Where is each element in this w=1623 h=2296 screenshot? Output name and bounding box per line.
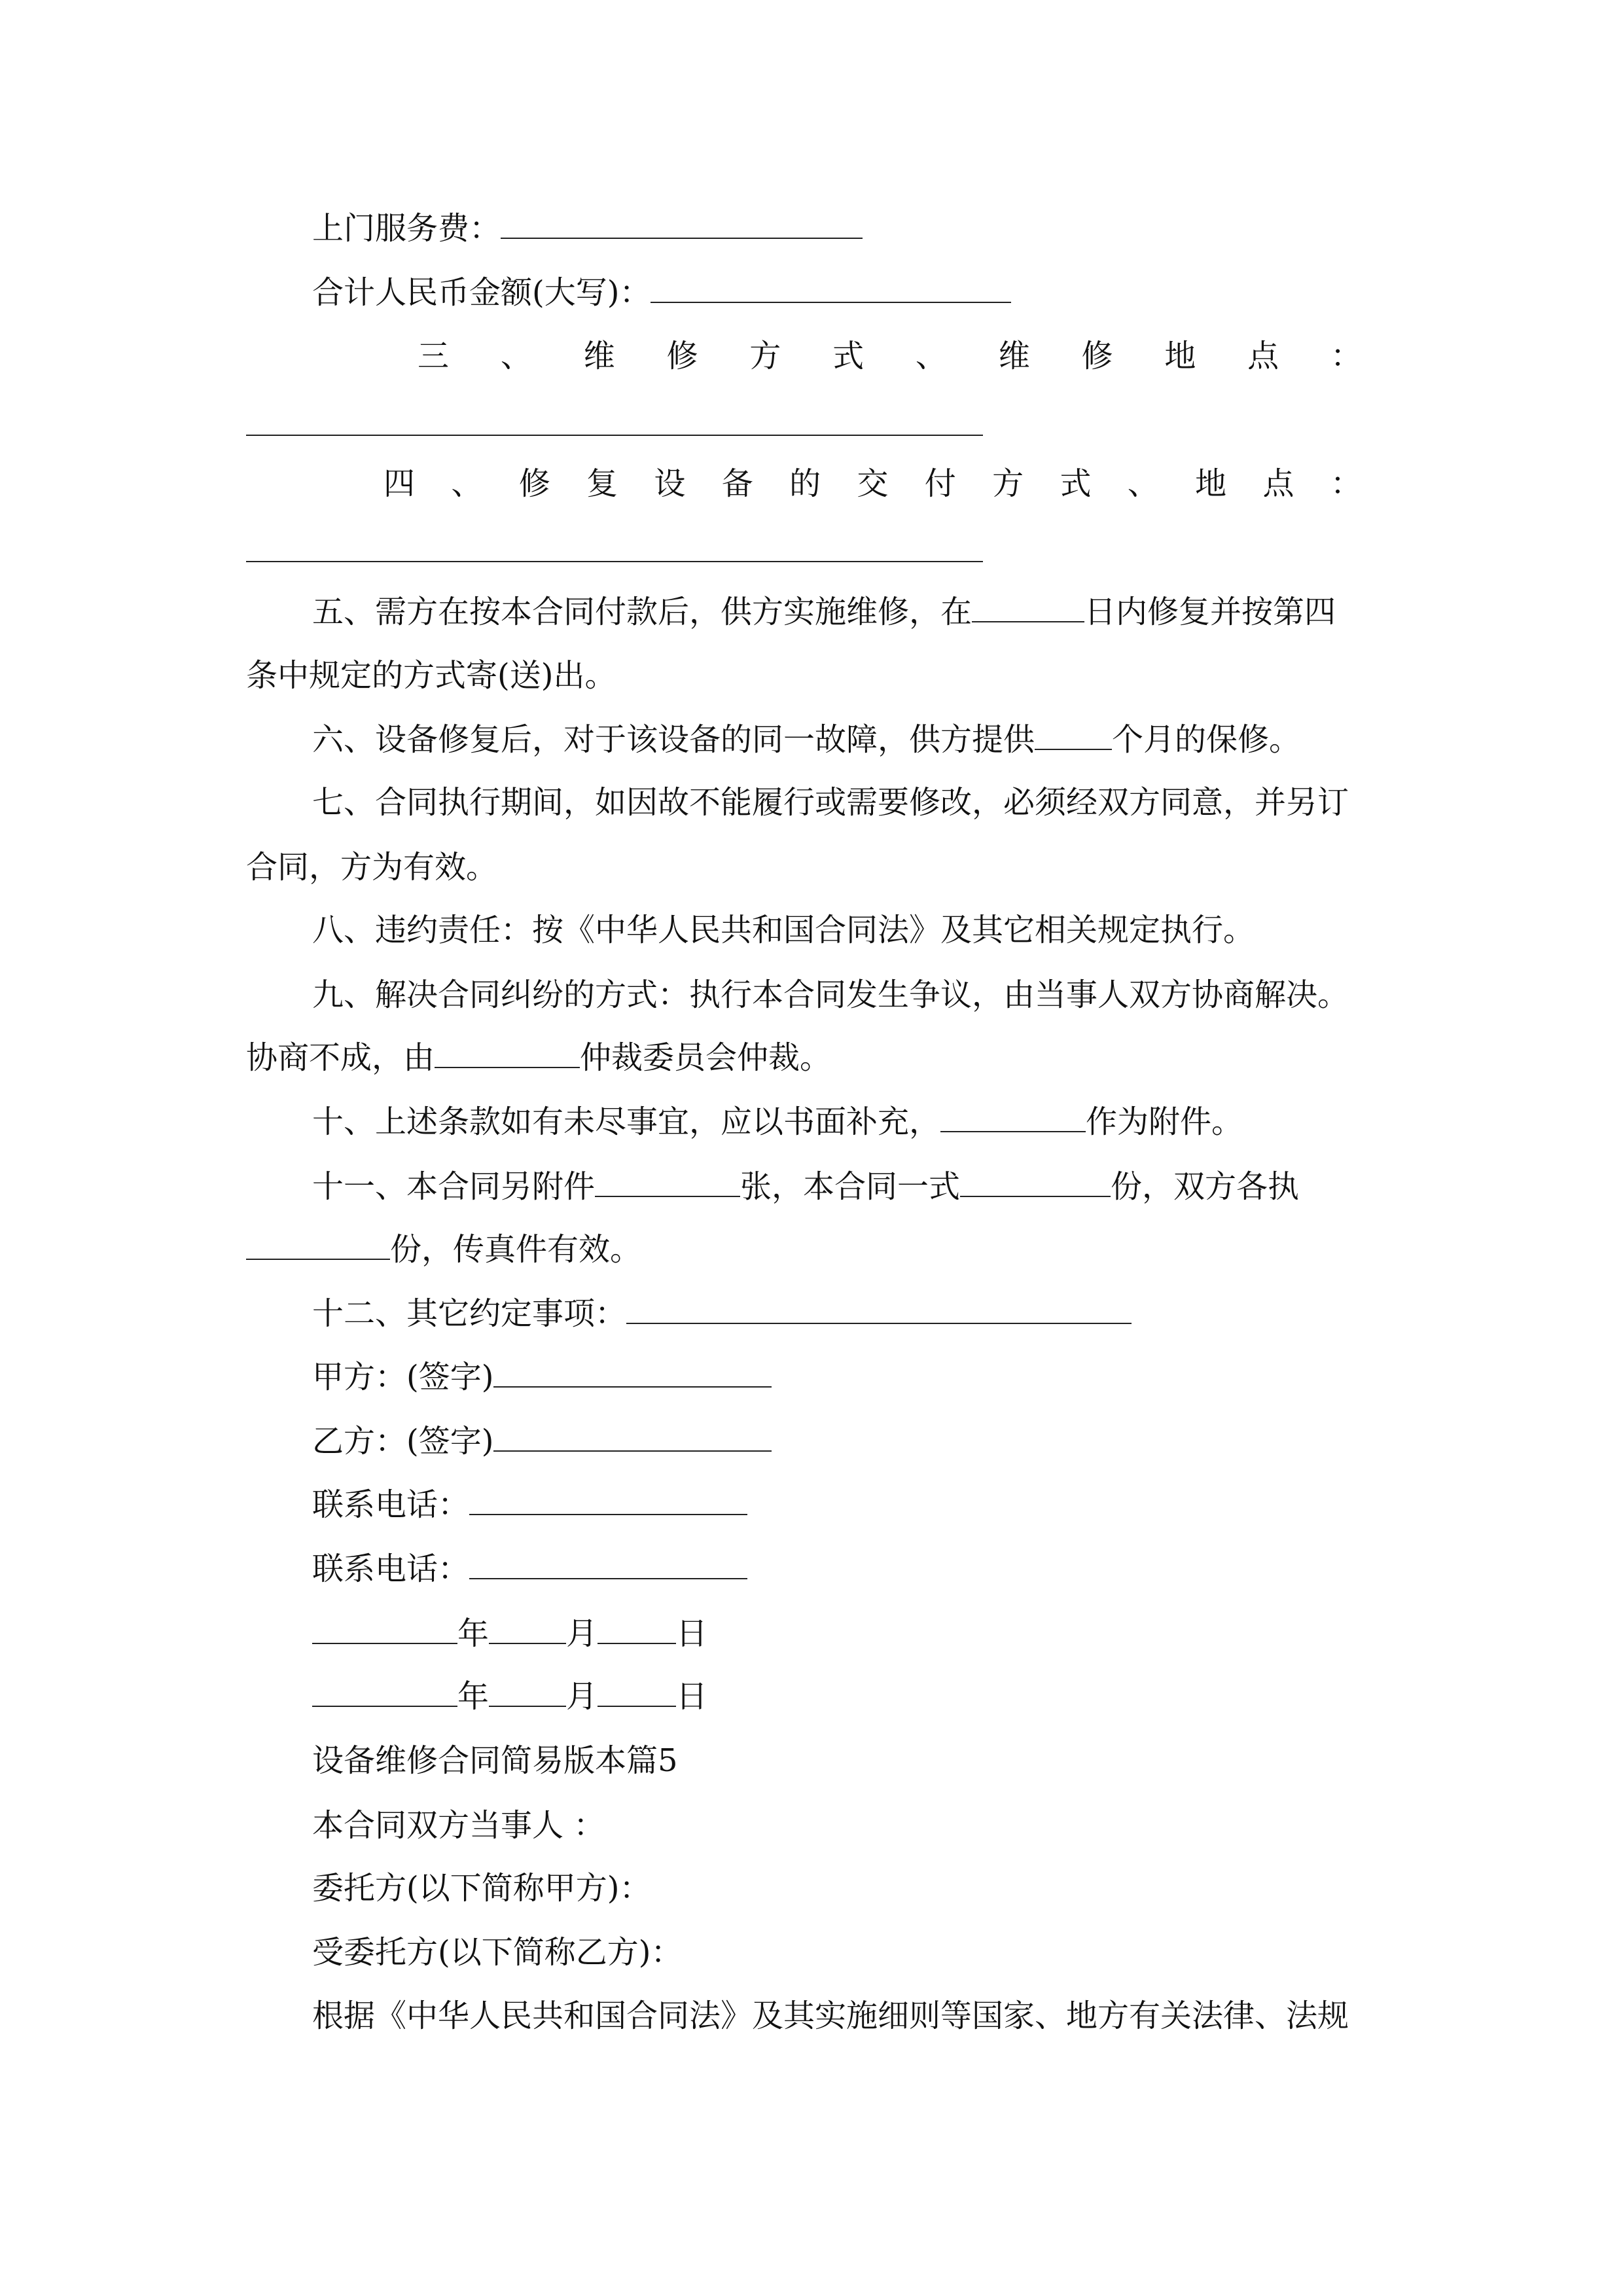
clause-9-cont: 协商不成，由 仲裁委员会仲裁。 [246,1039,832,1076]
blank-field [501,209,863,239]
heading-3: 三 、 维 修 方 式 、 维 修 地 点 ： [418,338,1362,374]
blank-field [246,1230,390,1260]
blank-field [312,1677,457,1707]
blank-field [1035,720,1112,750]
date-b: 年 月 日 [312,1677,707,1716]
clause-8: 八、违约责任：按《中华人民共和国合同法》及其它相关规定执行。 [312,912,1255,948]
clause-5-cont: 条中规定的方式寄(送)出。 [246,657,616,694]
contractor-party: 受委托方(以下简称乙方)： [312,1934,683,1971]
blank-field [960,1167,1111,1197]
blank-field [489,1677,566,1707]
clause-9: 九、解决合同纠纷的方式：执行本合同发生争议，由当事人双方协商解决。 [312,977,1349,1013]
blank-field [435,1038,580,1068]
blank-field [489,1614,566,1644]
heading-4: 四 、 修 复 设 备 的 交 付 方 式 、 地 点 ： [383,465,1362,502]
blank-field [651,273,1011,303]
blank-rule [246,435,983,436]
client-party: 委托方(以下简称甲方)： [312,1870,651,1907]
party-b-signature: 乙方：(签字) [312,1422,772,1461]
line-service-fee: 上门服务费： [312,209,863,248]
party-a-signature: 甲方：(签字) [312,1357,772,1397]
blank-field [595,1167,740,1197]
blank-rule [246,561,983,562]
blank-field [469,1549,747,1579]
parties-intro: 本合同双方当事人 ： [312,1807,605,1844]
line-total-amount: 合计人民币金额(大写)： [312,273,1011,312]
clause-7-cont: 合同，方为有效。 [246,849,498,886]
phone-a: 联系电话： [312,1485,747,1524]
clause-11-cont: 份，传真件有效。 [246,1230,641,1269]
phone-b: 联系电话： [312,1549,747,1588]
legal-basis: 根据《中华人民共和国合同法》及其实施细则等国家、地方有关法律、法规 [312,1998,1349,2034]
blank-field [940,1102,1086,1132]
section-title: 设备维修合同简易版本篇5 [312,1742,678,1779]
clause-11: 十一、本合同另附件 张，本合同一式 份，双方各执 [312,1168,1300,1205]
date-a: 年 月 日 [312,1614,707,1653]
blank-field [469,1485,747,1515]
blank-field [493,1357,772,1388]
clause-12: 十二、其它约定事项： [312,1294,1132,1333]
clause-5: 五、需方在按本合同付款后，供方实施维修，在 日内修复并按第四 [312,594,1336,630]
clause-7: 七、合同执行期间，如因故不能履行或需要修改，必须经双方同意，并另订 [312,784,1349,821]
blank-field [972,592,1084,622]
blank-field [493,1422,772,1452]
clause-10: 十、上述条款如有未尽事宜，应以书面补充， 作为附件。 [312,1103,1243,1140]
blank-field [597,1614,676,1644]
blank-field [626,1294,1132,1324]
blank-field [597,1677,676,1707]
clause-6: 六、设备修复后，对于该设备的同一故障，供方提供 个月的保修。 [312,721,1301,758]
blank-field [312,1614,457,1644]
